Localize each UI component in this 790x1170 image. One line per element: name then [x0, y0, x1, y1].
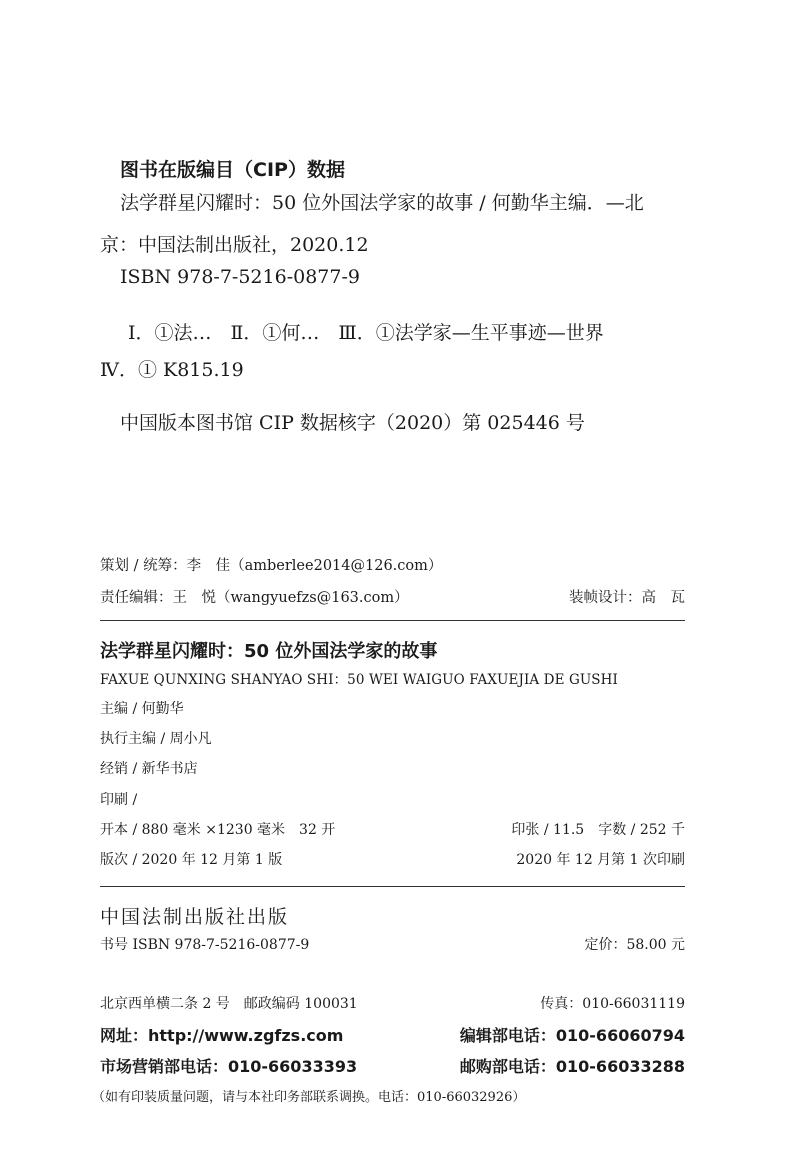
publisher-name: 中国法制出版社出版: [100, 906, 290, 928]
cip-subjects: Ⅰ．①法… Ⅱ．①何… Ⅲ．①法学家—生平事迹—世界: [128, 322, 604, 344]
publisher-address: 北京西单横二条 2 号 邮政编码 100031: [100, 996, 358, 1012]
cip-classification: Ⅳ．① K815.19: [100, 359, 244, 381]
book-isbn: 书号 ISBN 978-7-5216-0877-9: [100, 937, 310, 953]
designer-credit: 装帧设计：高 瓦: [569, 590, 685, 606]
cip-title-line: 法学群星闪耀时：50 位外国法学家的故事 / 何勤华主编．—北: [120, 192, 644, 214]
divider-top: [100, 620, 685, 621]
chief-editor: 主编 / 何勤华: [100, 701, 184, 717]
editor-credit: 责任编辑：王 悦（wangyuefzs@163.com）: [100, 590, 409, 606]
printer: 印刷 /: [100, 792, 138, 808]
cip-heading: 图书在版编目（CIP）数据: [120, 159, 345, 181]
distributor: 经销 / 新华书店: [100, 761, 198, 777]
edition: 版次 / 2020 年 12 月第 1 版: [100, 852, 283, 868]
publisher-fax: 传真：010-66031119: [540, 996, 685, 1012]
book-price: 定价：58.00 元: [584, 937, 685, 953]
publisher-website: 网址：http://www.zgfzs.com: [100, 1026, 344, 1045]
executive-editor: 执行主编 / 周小凡: [100, 731, 212, 747]
divider-bottom: [100, 886, 685, 887]
cip-publisher-line: 京：中国法制出版社，2020.12: [100, 234, 369, 256]
book-format: 开本 / 880 毫米 ×1230 毫米 32 开: [100, 822, 336, 838]
editorial-phone: 编辑部电话：010-66060794: [459, 1026, 685, 1045]
sheets-and-wordcount: 印张 / 11.5 字数 / 252 千: [511, 822, 685, 838]
cip-record-number: 中国版本图书馆 CIP 数据核字（2020）第 025446 号: [120, 412, 585, 434]
book-title: 法学群星闪耀时：50 位外国法学家的故事: [100, 641, 438, 662]
marketing-phone: 市场营销部电话：010-66033393: [100, 1057, 358, 1076]
cip-isbn: ISBN 978-7-5216-0877-9: [120, 266, 360, 288]
planning-credit: 策划 / 统筹：李 佳（amberlee2014@126.com）: [100, 558, 443, 574]
mail-order-phone: 邮购部电话：010-66033288: [459, 1057, 685, 1076]
book-title-pinyin: FAXUE QUNXING SHANYAO SHI：50 WEI WAIGUO FAXUEJIA DE GUSHI: [100, 672, 618, 688]
print-run: 2020 年 12 月第 1 次印刷: [516, 852, 685, 868]
quality-notice: （如有印装质量问题，请与本社印务部联系调换。电话：010-66032926）: [92, 1090, 526, 1105]
